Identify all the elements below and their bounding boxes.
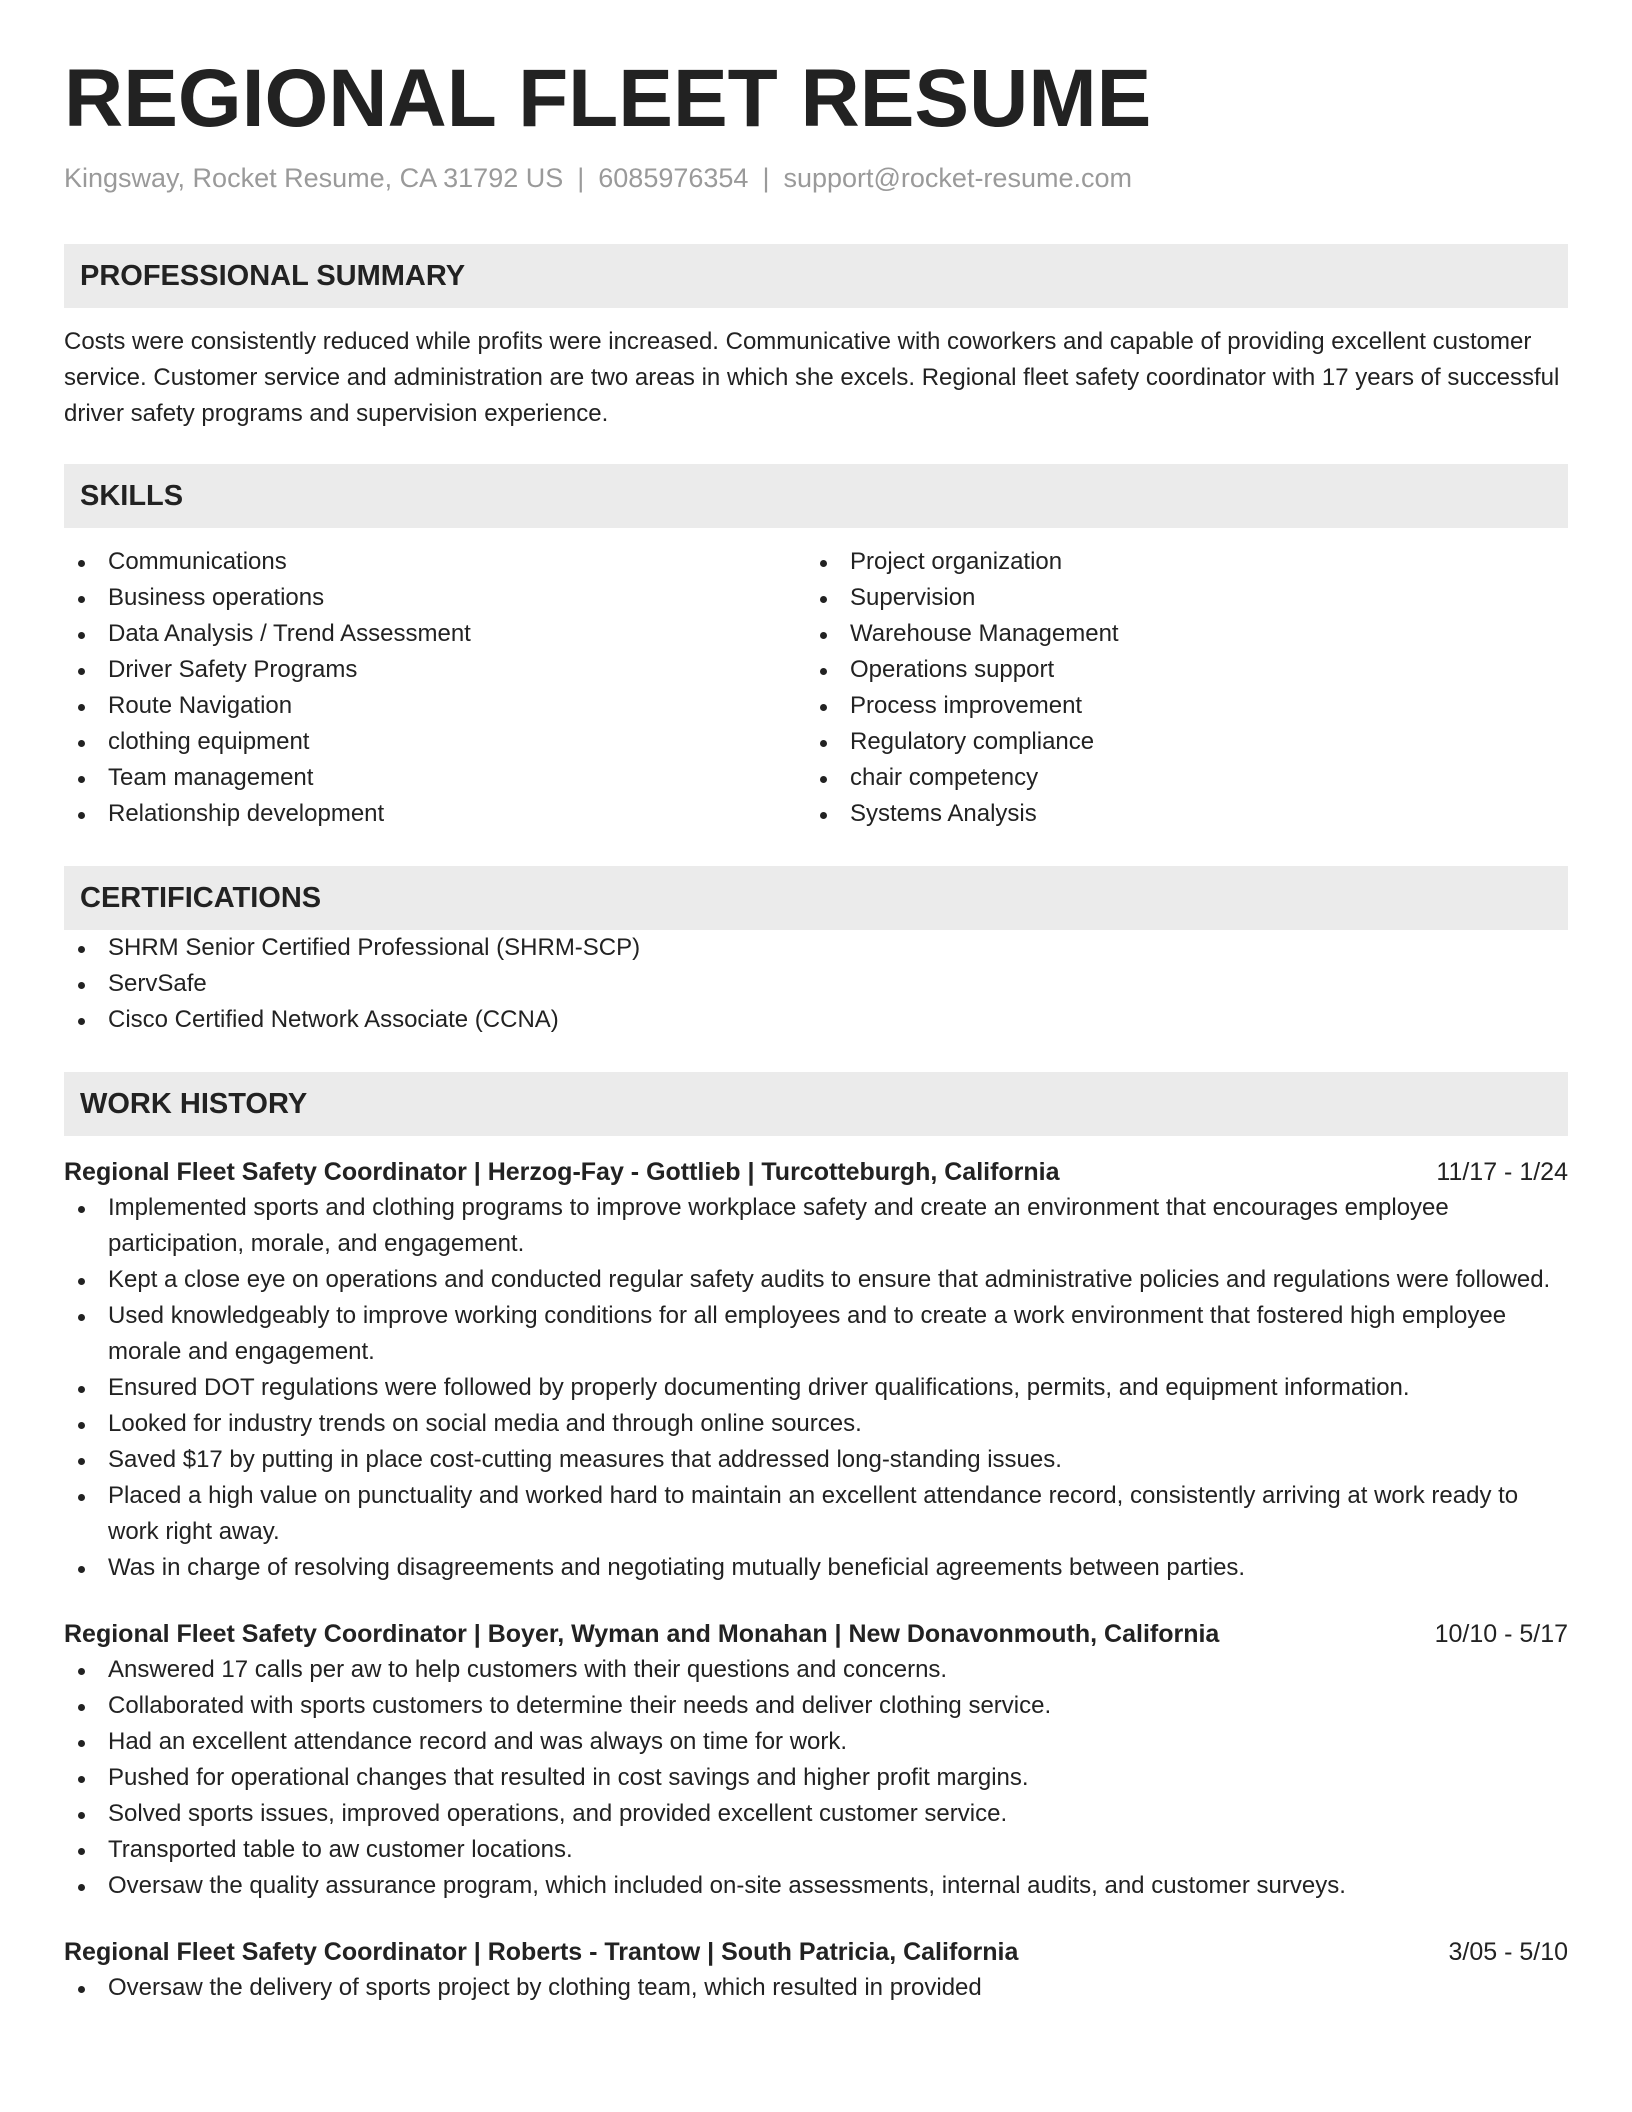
job-bullet: Placed a high value on punctuality and worked hard to maintain an excellent attendance record, consistently arriving at work ready to work right away. — [64, 1478, 1568, 1550]
job-bullet: Kept a close eye on operations and conducted regular safety audits to ensure that administrative policies and regulations were followed. — [64, 1262, 1568, 1298]
certifications-list — [64, 930, 1568, 1038]
job-bullet: Had an excellent attendance record and was always on time for work. — [64, 1724, 1568, 1760]
job-dates: 10/10 - 5/17 — [1434, 1620, 1568, 1649]
skill-item: Supervision — [806, 580, 1548, 616]
job-bullets — [64, 1652, 1568, 1904]
skill-item: Operations support — [806, 652, 1548, 688]
job-header — [64, 1934, 1568, 1970]
contact-separator: | — [762, 163, 770, 193]
skill-item: Route Navigation — [64, 688, 806, 724]
contact-address: Kingsway, Rocket Resume, CA 31792 US — [64, 163, 564, 193]
job-dates: 11/17 - 1/24 — [1436, 1158, 1568, 1187]
job-bullet: Solved sports issues, improved operations, and provided excellent customer service. — [64, 1796, 1568, 1832]
summary-paragraph: Costs were consistently reduced while profits were increased. Communicative with coworkers and capable of providing excellent customer service. Customer service and administration are two areas in which she excels. Regional fleet safety coordinator with 17 years of successful driver safety programs and supervision experience. — [64, 328, 1560, 428]
section-heading-skills — [64, 464, 1568, 528]
job-bullet: Implemented sports and clothing programs to improve workplace safety and create an environment that encourages employee participation, morale, and engagement. — [64, 1190, 1568, 1262]
skill-item: Driver Safety Programs — [64, 652, 806, 688]
skill-item: Team management — [64, 760, 806, 796]
section-heading-summary — [64, 244, 1568, 308]
section-heading-summary-label: PROFESSIONAL SUMMARY — [80, 259, 466, 292]
job-bullet: Pushed for operational changes that resulted in cost savings and higher profit margins. — [64, 1760, 1568, 1796]
section-heading-certifications — [64, 866, 1568, 930]
job-header — [64, 1616, 1568, 1652]
skill-item: Business operations — [64, 580, 806, 616]
job-bullet: Saved $17 by putting in place cost-cutting measures that addressed long-standing issues. — [64, 1442, 1568, 1478]
skill-item: Data Analysis / Trend Assessment — [64, 616, 806, 652]
contact-phone: 6085976354 — [598, 163, 749, 193]
job-bullet: Oversaw the quality assurance program, which included on-site assessments, internal audits, and customer surveys. — [64, 1868, 1568, 1904]
job-bullet: Answered 17 calls per aw to help customers with their questions and concerns. — [64, 1652, 1568, 1688]
job-bullet: Transported table to aw customer locations. — [64, 1832, 1568, 1868]
contact-line — [64, 162, 1568, 194]
certification-item: ServSafe — [64, 966, 1568, 1002]
skill-item: Project organization — [806, 544, 1548, 580]
job-title: Regional Fleet Safety Coordinator | Roberts - Trantow | South Patricia, California — [64, 1938, 1019, 1967]
job-entry — [64, 1154, 1568, 1586]
job-bullet: Used knowledgeably to improve working conditions for all employees and to create a work environment that fostered high employee morale and engagement. — [64, 1298, 1568, 1370]
skills-list-left — [64, 544, 806, 832]
job-header — [64, 1154, 1568, 1190]
skill-item: chair competency — [806, 760, 1548, 796]
resume-title: REGIONAL FLEET RESUME — [64, 53, 1152, 144]
skills-grid — [64, 544, 1568, 832]
section-heading-work-history — [64, 1072, 1568, 1136]
job-bullet: Collaborated with sports customers to determine their needs and deliver clothing service. — [64, 1688, 1568, 1724]
job-bullet: Ensured DOT regulations were followed by properly documenting driver qualifications, permits, and equipment information. — [64, 1370, 1568, 1406]
job-entry — [64, 1616, 1568, 1904]
job-bullet: Oversaw the delivery of sports project by clothing team, which resulted in provided — [64, 1970, 1568, 2006]
contact-email: support@rocket-resume.com — [783, 163, 1132, 193]
job-dates: 3/05 - 5/10 — [1448, 1938, 1568, 1967]
job-bullets — [64, 1970, 1568, 2006]
certification-item: SHRM Senior Certified Professional (SHRM-SCP) — [64, 930, 1568, 966]
skill-item: Communications — [64, 544, 806, 580]
job-bullets — [64, 1190, 1568, 1586]
section-heading-work-history-label: WORK HISTORY — [80, 1087, 308, 1120]
section-heading-skills-label: SKILLS — [80, 479, 184, 512]
skill-item: Systems Analysis — [806, 796, 1548, 832]
skill-item: Process improvement — [806, 688, 1548, 724]
skill-item: Relationship development — [64, 796, 806, 832]
certification-item: Cisco Certified Network Associate (CCNA) — [64, 1002, 1568, 1038]
job-bullet: Was in charge of resolving disagreements and negotiating mutually beneficial agreements between parties. — [64, 1550, 1568, 1586]
job-bullet: Looked for industry trends on social media and through online sources. — [64, 1406, 1568, 1442]
job-title: Regional Fleet Safety Coordinator | Herzog-Fay - Gottlieb | Turcotteburgh, California — [64, 1158, 1060, 1187]
skill-item: clothing equipment — [64, 724, 806, 760]
skills-list-right — [806, 544, 1548, 832]
skill-item: Regulatory compliance — [806, 724, 1548, 760]
section-heading-certifications-label: CERTIFICATIONS — [80, 881, 322, 914]
skill-item: Warehouse Management — [806, 616, 1548, 652]
job-title: Regional Fleet Safety Coordinator | Boyer, Wyman and Monahan | New Donavonmouth, California — [64, 1620, 1220, 1649]
job-entry — [64, 1934, 1568, 2006]
contact-separator: | — [577, 163, 585, 193]
